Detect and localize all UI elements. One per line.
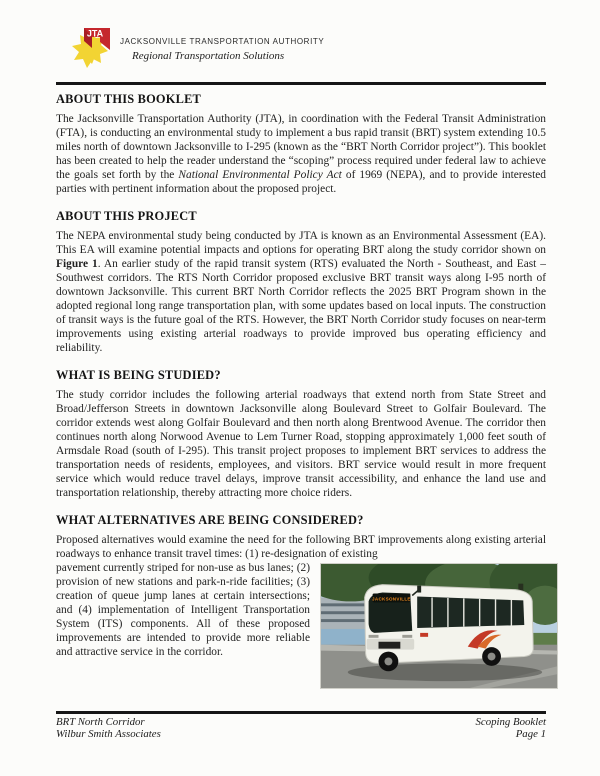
paragraph bbox=[56, 112, 546, 196]
section-heading: ABOUT THIS PROJECT bbox=[56, 209, 197, 223]
section-heading: WHAT IS BEING STUDIED? bbox=[56, 368, 221, 382]
footer-right bbox=[476, 716, 546, 741]
section-about-booklet bbox=[56, 92, 546, 196]
section-what-is-studied bbox=[56, 368, 546, 500]
footer-rule bbox=[56, 711, 546, 714]
page-footer bbox=[56, 711, 546, 741]
paragraph-text: The Jacksonville Transportation Authority (JTA), in coordination with the Federal Transit Administration (FTA), is conducting an environmental study to implement a bus rapid transit (BRT) system extending 10.5 miles north of downtown Jacksonville to I-295 (known as the “BRT North Corridor project”). This booklet has been created to help the reader understand the “scoping” process required under federal law to achieve the goals set forth by the bbox=[56, 113, 546, 181]
letterhead bbox=[56, 24, 546, 85]
section-alternatives bbox=[56, 513, 546, 659]
paragraph: The study corridor includes the following arterial roadways that extend north from State Street and Broad/Jefferson Streets in downtown Jacksonville along Boulevard Street to Golfair Boulevard. The corridor extends west along Golfair Boulevard and then north along Brentwood Avenue. The corridor then continues north along Norwood Avenue to Lem Turner Road, stopping approximately 1,000 feet south of Armsdale Road (south of I-295). This transit project proposes to implement BRT services to address the transportation needs of residents, employees, and visitors. BRT service would result in more frequent service which would reduce travel delays, improve transit accessibility, and enhance the land use and transportation relationship, thereby attracting more choice riders. bbox=[56, 389, 546, 499]
document-body bbox=[56, 92, 546, 659]
paragraph-text: of 1969 (NEPA), and to provide interested parties with pertinent information about the proposed project. bbox=[56, 169, 546, 195]
footer-project-title: BRT North Corridor bbox=[56, 715, 145, 728]
paragraph-text: . An earlier study of the rapid transit system (RTS) evaluated the North - Southeast, and East – Southwest corridors. The RTS North Corridor proposed exclusive BRT transit ways along I-95 north of downtown Jacksonville. This current BRT North Corridor reflects the 2025 BRT Program shown in the adopted regional long range transportation plan, with some updates based on local inputs. The construction of transit ways is the future goal of the RTS. However, the BRT North Corridor study focuses on near-term improvements using existing arterial roadways to provide improved bus operating efficiency and reliability. bbox=[56, 258, 546, 354]
org-tagline: Regional Transportation Solutions bbox=[132, 50, 285, 62]
section-heading: ABOUT THIS BOOKLET bbox=[56, 92, 201, 106]
paragraph: pavement currently striped for non-use as bus lanes; (2) provision of new stations and park-n-ride facilities; (3) creation of queue jump lanes at certain intersections; and (4) implementation of Intelligent Transportation System (ITS) components. All of these proposed improvements are intended to provide more reliable and attractive service in the corridor. bbox=[56, 562, 310, 658]
figure-reference: Figure 1 bbox=[56, 258, 98, 270]
section-about-project bbox=[56, 209, 546, 355]
footer-left bbox=[56, 716, 161, 741]
paragraph: Proposed alternatives would examine the need for the following BRT improvements along existing arterial roadways to enhance transit travel times: (1) re-designation of existing bbox=[56, 534, 546, 560]
jta-logo-icon bbox=[70, 24, 116, 74]
svg-text:JACKSONVILLE: JACKSONVILLE bbox=[372, 596, 411, 602]
header-rule bbox=[56, 82, 546, 85]
italic-act-title: National Environmental Policy Act bbox=[178, 169, 342, 181]
footer-doc-title: Scoping Booklet bbox=[475, 715, 546, 728]
footer-consultant: Wilbur Smith Associates bbox=[56, 728, 161, 740]
bus-photo bbox=[320, 563, 558, 689]
paragraph-text: The NEPA environmental study being conducted by JTA is known as an Environmental Assessment (EA). This EA will examine potential impacts and options for operating BRT along the study corridor shown on bbox=[56, 230, 546, 256]
org-name: JACKSONVILLE TRANSPORTATION AUTHORITY bbox=[120, 37, 325, 46]
section-heading: WHAT ALTERNATIVES ARE BEING CONSIDERED? bbox=[56, 513, 364, 527]
svg-text:JTA: JTA bbox=[86, 28, 104, 39]
text-wrap-zone bbox=[56, 561, 546, 659]
footer-page-number: Page 1 bbox=[515, 728, 546, 740]
paragraph bbox=[56, 229, 546, 355]
